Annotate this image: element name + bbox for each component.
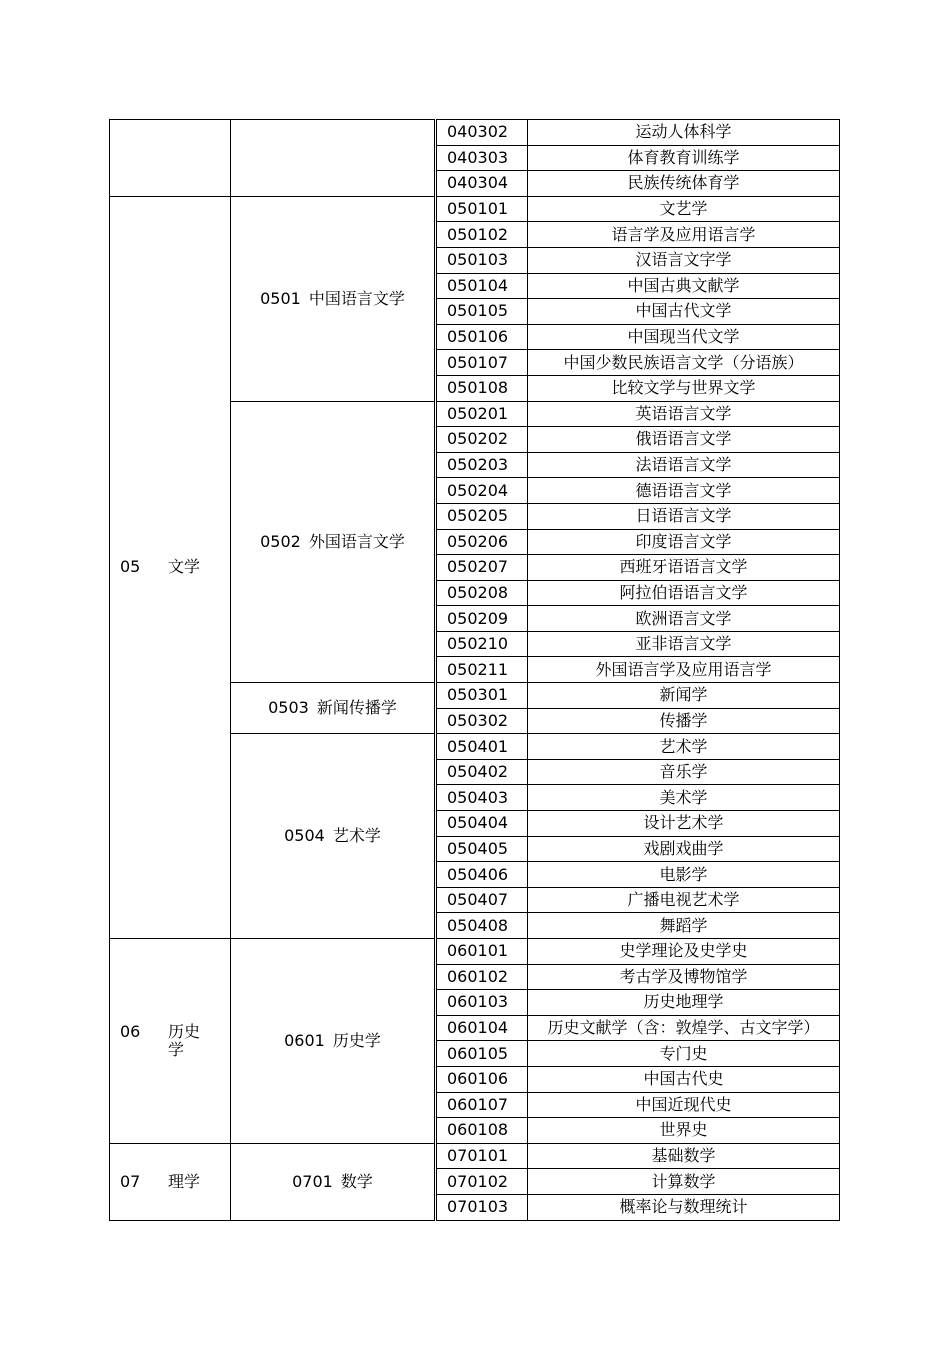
major-name: 法语语言文学: [528, 452, 840, 478]
major-code: 050206: [436, 529, 528, 555]
major-name: 历史地理学: [528, 990, 840, 1016]
category-cell: [110, 1143, 231, 1220]
discipline-code: 0504: [284, 826, 325, 846]
major-code: 050402: [436, 759, 528, 785]
table-row: [110, 939, 840, 965]
major-code: 050207: [436, 555, 528, 581]
category-cell-empty: [110, 120, 231, 197]
discipline-code: 0503: [268, 698, 309, 718]
discipline-name: 外国语言文学: [308, 531, 405, 551]
major-code: 050401: [436, 734, 528, 760]
major-code: 050403: [436, 785, 528, 811]
major-code: 060101: [436, 939, 528, 965]
discipline-table: [109, 119, 840, 1221]
table-row: [110, 1143, 840, 1169]
major-name: 计算数学: [528, 1169, 840, 1195]
major-name: 运动人体科学: [528, 120, 840, 146]
major-name: 俄语语言文学: [528, 427, 840, 453]
major-code: 050405: [436, 836, 528, 862]
major-name: 欧洲语言文学: [528, 606, 840, 632]
major-code: 050211: [436, 657, 528, 683]
category-cell: [110, 196, 231, 938]
discipline-cell: [231, 939, 436, 1144]
major-code: 050101: [436, 196, 528, 222]
major-code: 050102: [436, 222, 528, 248]
major-name: 世界史: [528, 1118, 840, 1144]
major-name: 美术学: [528, 785, 840, 811]
discipline-name: 艺术学: [332, 826, 381, 846]
category-code: 05: [120, 557, 141, 577]
major-code: 070101: [436, 1143, 528, 1169]
category-name: 文学: [168, 557, 201, 577]
major-code: 070102: [436, 1169, 528, 1195]
major-name: 阿拉伯语语言文学: [528, 580, 840, 606]
discipline-cell-empty: [231, 120, 436, 197]
category-name: 历史学: [168, 1021, 201, 1059]
discipline-cell: [231, 1143, 436, 1220]
major-name: 概率论与数理统计: [528, 1194, 840, 1220]
major-code: 050105: [436, 299, 528, 325]
major-name: 文艺学: [528, 196, 840, 222]
major-name: 中国古代史: [528, 1066, 840, 1092]
major-name: 德语语言文学: [528, 478, 840, 504]
major-name: 音乐学: [528, 759, 840, 785]
discipline-cell: [231, 734, 436, 939]
discipline-cell: [231, 196, 436, 401]
table-row: [110, 120, 840, 146]
major-name: 民族传统体育学: [528, 171, 840, 197]
discipline-cell: [231, 401, 436, 683]
category-code: 06: [120, 1021, 141, 1041]
major-code: 050208: [436, 580, 528, 606]
major-name: 传播学: [528, 708, 840, 734]
major-name: 基础数学: [528, 1143, 840, 1169]
major-code: 060102: [436, 964, 528, 990]
major-code: 060103: [436, 990, 528, 1016]
major-name: 史学理论及史学史: [528, 939, 840, 965]
major-name: 比较文学与世界文学: [528, 375, 840, 401]
major-code: 050210: [436, 631, 528, 657]
major-name: 新闻学: [528, 683, 840, 709]
table-row: [110, 196, 840, 222]
major-name: 体育教育训练学: [528, 145, 840, 171]
major-code: 060104: [436, 1015, 528, 1041]
category-cell: [110, 939, 231, 1144]
major-code: 050201: [436, 401, 528, 427]
major-name: 艺术学: [528, 734, 840, 760]
major-code: 050204: [436, 478, 528, 504]
major-code: 050209: [436, 606, 528, 632]
major-code: 050202: [436, 427, 528, 453]
major-name: 日语语言文学: [528, 503, 840, 529]
major-name: 中国古代文学: [528, 299, 840, 325]
major-code: 050301: [436, 683, 528, 709]
discipline-name: 数学: [340, 1171, 373, 1191]
major-code: 050108: [436, 375, 528, 401]
discipline-code: 0502: [260, 531, 301, 551]
major-name: 专门史: [528, 1041, 840, 1067]
major-code: 050408: [436, 913, 528, 939]
discipline-cell: [231, 683, 436, 734]
major-name: 舞蹈学: [528, 913, 840, 939]
discipline-name: 新闻传播学: [316, 698, 397, 718]
discipline-name: 中国语言文学: [308, 288, 405, 308]
major-code: 060105: [436, 1041, 528, 1067]
discipline-code: 0601: [284, 1030, 325, 1050]
major-code: 050103: [436, 247, 528, 273]
major-code: 040302: [436, 120, 528, 146]
major-name: 西班牙语语言文学: [528, 555, 840, 581]
major-name: 历史文献学（含：敦煌学、古文字学）: [528, 1015, 840, 1041]
discipline-name: 历史学: [332, 1030, 381, 1050]
category-code: 07: [120, 1171, 141, 1191]
discipline-code: 0501: [260, 288, 301, 308]
major-code: 040303: [436, 145, 528, 171]
major-name: 中国古典文献学: [528, 273, 840, 299]
discipline-code: 0701: [292, 1171, 333, 1191]
category-name: 理学: [168, 1171, 201, 1191]
major-code: 050404: [436, 811, 528, 837]
major-name: 语言学及应用语言学: [528, 222, 840, 248]
major-code: 040304: [436, 171, 528, 197]
major-code: 060106: [436, 1066, 528, 1092]
major-code: 050302: [436, 708, 528, 734]
major-name: 考古学及博物馆学: [528, 964, 840, 990]
major-code: 050406: [436, 862, 528, 888]
major-code: 070103: [436, 1194, 528, 1220]
major-name: 汉语言文字学: [528, 247, 840, 273]
major-code: 060107: [436, 1092, 528, 1118]
major-code: 060108: [436, 1118, 528, 1144]
major-name: 中国现当代文学: [528, 324, 840, 350]
major-name: 外国语言学及应用语言学: [528, 657, 840, 683]
major-name: 印度语言文学: [528, 529, 840, 555]
major-name: 中国少数民族语言文学（分语族）: [528, 350, 840, 376]
major-name: 广播电视艺术学: [528, 887, 840, 913]
major-code: 050205: [436, 503, 528, 529]
major-name: 亚非语言文学: [528, 631, 840, 657]
major-name: 英语语言文学: [528, 401, 840, 427]
major-code: 050107: [436, 350, 528, 376]
major-code: 050104: [436, 273, 528, 299]
major-name: 戏剧戏曲学: [528, 836, 840, 862]
major-code: 050203: [436, 452, 528, 478]
major-name: 设计艺术学: [528, 811, 840, 837]
major-name: 中国近现代史: [528, 1092, 840, 1118]
major-code: 050106: [436, 324, 528, 350]
major-code: 050407: [436, 887, 528, 913]
major-name: 电影学: [528, 862, 840, 888]
